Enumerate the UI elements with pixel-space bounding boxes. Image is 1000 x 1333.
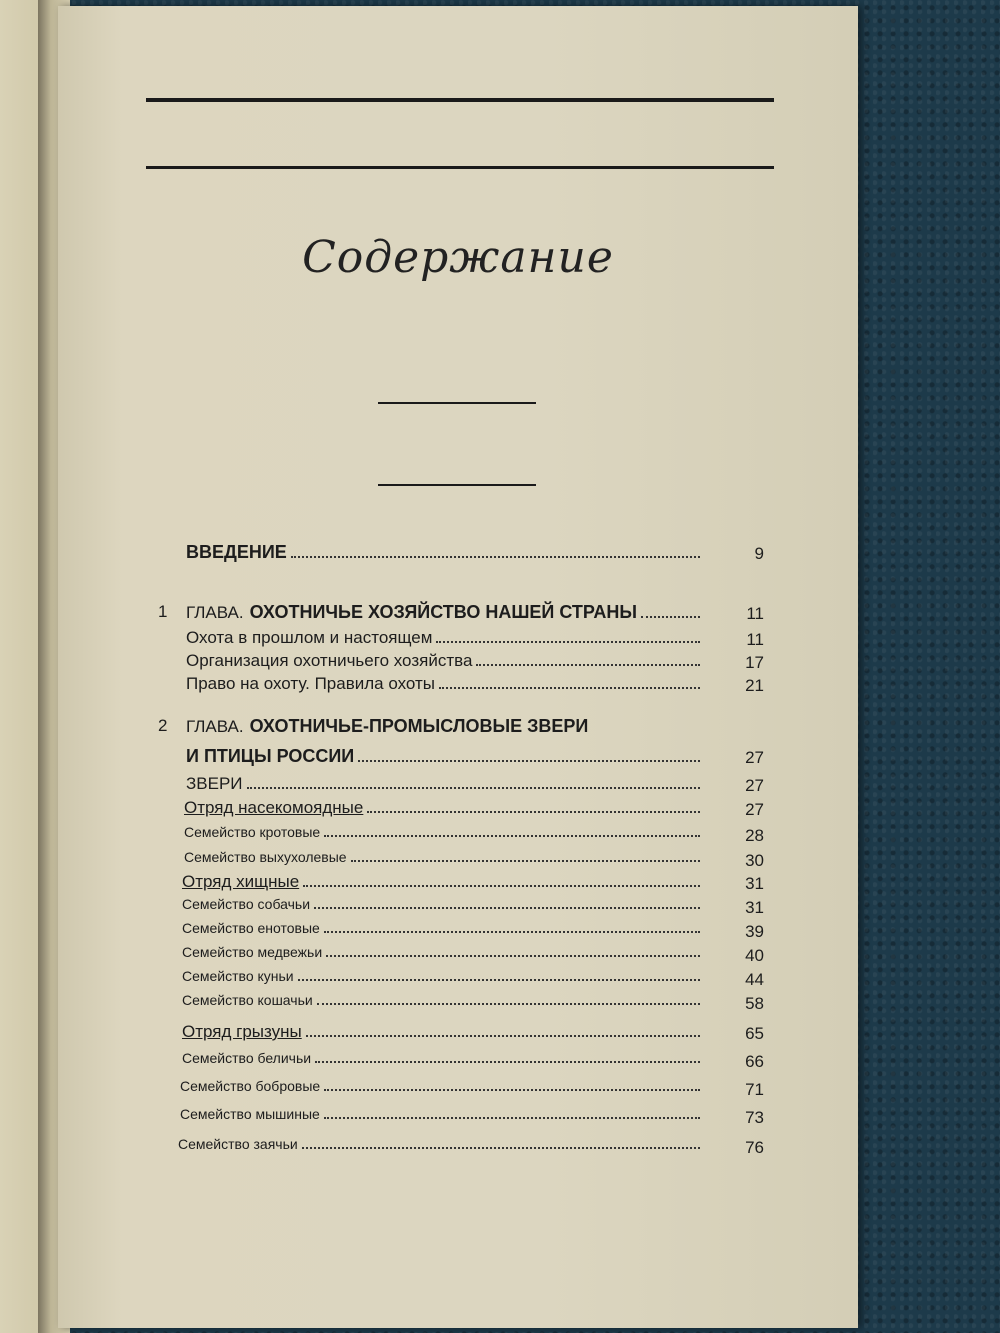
toc-entry [186, 542, 706, 563]
toc-entry [182, 896, 706, 913]
toc-page-number: 44 [745, 970, 764, 989]
toc-entry [158, 716, 706, 737]
toc-entry [182, 1022, 706, 1042]
toc-page-number: 31 [745, 898, 764, 917]
toc-entry [182, 920, 706, 937]
dot-leader [351, 860, 700, 862]
table-of-contents [58, 6, 858, 1328]
toc-page-number: 17 [745, 653, 764, 672]
toc-entry-title: Семейство медвежьи [182, 944, 323, 960]
chapter-prefix: ГЛАВА. [186, 603, 244, 622]
toc-entry-title: Семейство выхухолевые [184, 849, 347, 865]
toc-page-number: 28 [745, 826, 764, 845]
toc-entry-title: Семейство енотовые [182, 920, 320, 936]
toc-entry-title: Семейство кошачьи [182, 992, 313, 1008]
toc-entry-title: Отряд насекомоядные [184, 798, 364, 817]
toc-entry [186, 628, 706, 648]
toc-entry-title: Семейство беличьи [182, 1050, 312, 1066]
toc-entry-title: Семейство бобровые [180, 1078, 321, 1094]
dot-leader [298, 979, 700, 981]
toc-entry [178, 1136, 706, 1153]
toc-page-number: 39 [745, 922, 764, 941]
toc-entry-title: Отряд хищные [182, 872, 300, 891]
dot-leader [439, 687, 700, 689]
dot-leader [315, 1061, 700, 1063]
page-title: Содержание [302, 232, 614, 283]
toc-page-number: 40 [745, 946, 764, 965]
toc-entry-title: Организация охотничьего хозяйства [186, 651, 473, 670]
toc-page-number: 21 [745, 676, 764, 695]
toc-entry [182, 872, 706, 892]
toc-page-number: 11 [746, 604, 764, 623]
toc-entry-title: Семейство мышиные [180, 1106, 320, 1122]
toc-page-number: 31 [745, 874, 764, 893]
toc-entry-title: Семейство кротовые [184, 824, 321, 840]
toc-page-number: 27 [745, 748, 764, 767]
chapter-prefix: ГЛАВА. [186, 717, 244, 736]
toc-entry-title: Семейство куньи [182, 968, 294, 984]
dot-leader [324, 1117, 700, 1119]
dot-leader [303, 885, 700, 887]
toc-entry [158, 602, 706, 623]
toc-page-number: 58 [745, 994, 764, 1013]
book-page [58, 6, 858, 1328]
toc-entry [180, 1078, 706, 1095]
toc-entry-title: Охота в прошлом и настоящем [186, 628, 433, 647]
dot-leader [367, 811, 700, 813]
toc-entry-title: Семейство собачьи [182, 896, 311, 912]
chapter-number: 1 [158, 602, 168, 621]
toc-page-number: 9 [754, 544, 764, 563]
dot-leader [324, 835, 700, 837]
toc-entry [186, 774, 706, 794]
toc-entry [184, 824, 706, 841]
toc-entry [182, 1050, 706, 1067]
dot-leader [324, 931, 700, 933]
toc-page-number: 11 [746, 630, 764, 649]
dot-leader [476, 664, 700, 666]
dot-leader [317, 1003, 700, 1005]
toc-entry-title: ЗВЕРИ [186, 774, 243, 793]
toc-entry [184, 849, 706, 866]
dot-leader [291, 556, 700, 558]
toc-page-number: 76 [745, 1138, 764, 1157]
dot-leader [641, 616, 700, 618]
toc-page-number: 71 [745, 1080, 764, 1099]
toc-entry-title: Право на охоту. Правила охоты [186, 674, 435, 693]
dot-leader [306, 1035, 700, 1037]
toc-entry [182, 944, 706, 961]
toc-entry-title: И ПТИЦЫ РОССИИ [186, 746, 355, 766]
chapter-number: 2 [158, 716, 168, 735]
dot-leader [324, 1089, 700, 1091]
toc-entry [182, 968, 706, 985]
dot-leader [314, 907, 700, 909]
dot-leader [302, 1147, 700, 1149]
toc-entry-title: ОХОТНИЧЬЕ-ПРОМЫСЛОВЫЕ ЗВЕРИ [249, 716, 589, 736]
dot-leader [247, 787, 700, 789]
toc-entry [182, 992, 706, 1009]
toc-entry [186, 651, 706, 671]
dot-leader [358, 760, 700, 762]
dot-leader [436, 641, 700, 643]
toc-page-number: 27 [745, 800, 764, 819]
toc-page-number: 65 [745, 1024, 764, 1043]
toc-page-number: 30 [745, 851, 764, 870]
toc-page-number: 73 [745, 1108, 764, 1127]
toc-entry-title: Семейство заячьи [178, 1136, 298, 1152]
toc-entry [186, 746, 706, 767]
toc-page-number: 27 [745, 776, 764, 795]
toc-entry-title: ОХОТНИЧЬЕ ХОЗЯЙСТВО НАШЕЙ СТРАНЫ [249, 602, 637, 622]
toc-entry [180, 1106, 706, 1123]
toc-page-number: 66 [745, 1052, 764, 1071]
toc-entry-title: Отряд грызуны [182, 1022, 302, 1041]
dot-leader [326, 955, 700, 957]
toc-entry [186, 674, 706, 694]
toc-entry [184, 798, 706, 818]
toc-entry-title: ВВЕДЕНИЕ [186, 542, 287, 562]
